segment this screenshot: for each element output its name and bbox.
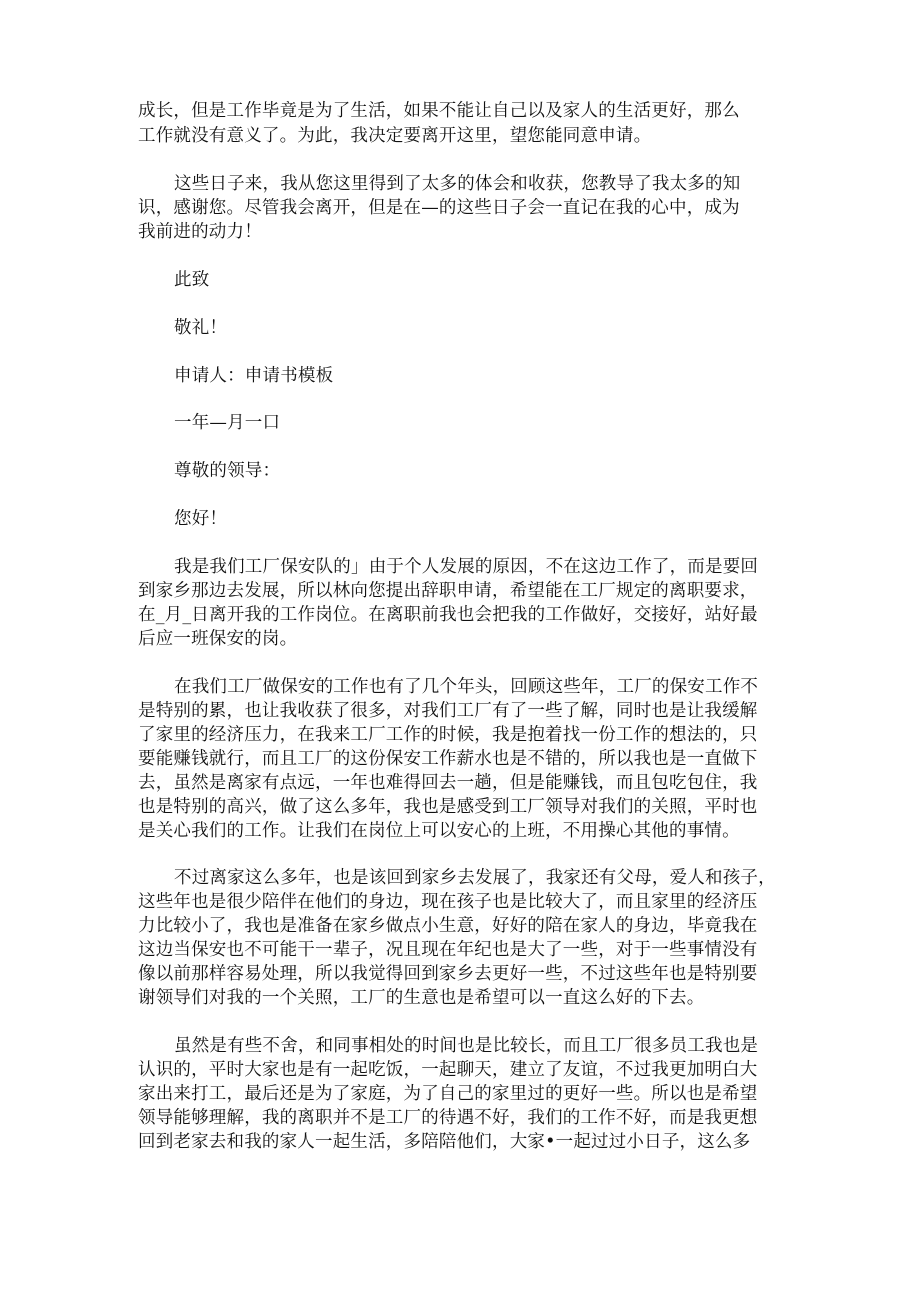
text-line: 认识的，平时大家也是有一起吃饭，一起聊天，建立了友谊，不过我更加明白大	[138, 1060, 758, 1080]
text-line: 是特别的累，也让我收获了很多，对我们工厂有了一些了解，同时也是让我缓解	[138, 701, 758, 721]
text-line: 这边当保安也不可能干一辈子，况且现在年纪也是大了一些，对于一些事情没有	[138, 940, 758, 960]
text-line: 我是我们工厂保安队的」由于个人发展的原因，不在这边工作了，而是要回	[174, 557, 759, 577]
text-line: 在_月_日离开我的工作岗位。在离职前我也会把我的工作做好，交接好，站好最	[138, 605, 758, 625]
text-line: 这些日子来，我从您这里得到了太多的体会和收获，您教导了我太多的知	[174, 174, 741, 194]
text-line: 了家里的经济压力，在我来工厂工作的时候，我是抱着找一份工作的想法的，只	[138, 725, 758, 745]
text-line: 要能赚钱就行，而且工厂的这份保安工作薪水也是不错的，所以我也是一直做下	[138, 749, 758, 769]
text-line: 虽然是有些不舍，和同事相处的时间也是比较长，而且工厂很多员工我也是	[174, 1036, 759, 1056]
closing-text: 此致	[174, 270, 210, 290]
text-line: 力比较小了，我也是准备在家乡做点小生意，好好的陪在家人的身边，毕竟我在	[138, 916, 758, 936]
applicant-line: 申请人：申请书模板	[174, 366, 334, 386]
text-line: 家出来打工，最后还是为了家庭，为了自己的家里过的更好一些。所以也是希望	[138, 1084, 758, 1104]
text-line: 到家乡那边去发展，所以林向您提出辞职申请，希望能在工厂规定的离职要求，	[138, 581, 758, 601]
text-line: 成长，但是工作毕竟是为了生活，如果不能让自己以及家人的生活更好，那么	[138, 101, 740, 121]
text-line: 这些年也是很少陪伴在他们的身边，现在孩子也是比较大了，而且家里的经济压	[138, 892, 758, 912]
text-line: 后应一班保安的岗。	[138, 629, 298, 649]
text-line: 去，虽然是离家有点远，一年也难得回去一趟，但是能赚钱，而且包吃包住，我	[138, 773, 758, 793]
greeting: 您好！	[174, 509, 228, 529]
salute-text: 敬礼！	[174, 318, 228, 338]
text-line: 不过离家这么多年，也是该回到家乡去发展了，我家还有父母，爱人和孩子，	[174, 868, 776, 888]
text-line: 在我们工厂做保安的工作也有了几个年头，回顾这些年，工厂的保安工作不	[174, 677, 759, 697]
text-line: 谢领导们对我的一个关照，工厂的生意也是希望可以一直这么好的下去。	[138, 988, 705, 1008]
text-line: 识，感谢您。尽管我会离开，但是在—的这些日子会一直记在我的心中，成为	[138, 198, 740, 218]
date-line: 一年—月一口	[174, 413, 281, 433]
text-line: 是关心我们的工作。让我们在岗位上可以安心的上班，不用操心其他的事情。	[138, 821, 740, 841]
text-line: 领导能够理解，我的离职并不是工厂的待遇不好，我们的工作不好，而是我更想	[138, 1108, 758, 1128]
text-line: 我前进的动力！	[138, 222, 262, 242]
text-line: 回到老家去和我的家人一起生活，多陪陪他们，大家•一起过过小日子，这么多	[138, 1132, 751, 1152]
text-line: 像以前那样容易处理，所以我觉得回到家乡去更好一些，不过这些年也是特别要	[138, 964, 758, 984]
salutation: 尊敬的领导：	[174, 461, 281, 481]
text-line: 工作就没有意义了。为此，我决定要离开这里，望您能同意申请。	[138, 126, 652, 146]
text-line: 也是特别的高兴，做了这么多年，我也是感受到工厂领导对我们的关照，平时也	[138, 797, 758, 817]
